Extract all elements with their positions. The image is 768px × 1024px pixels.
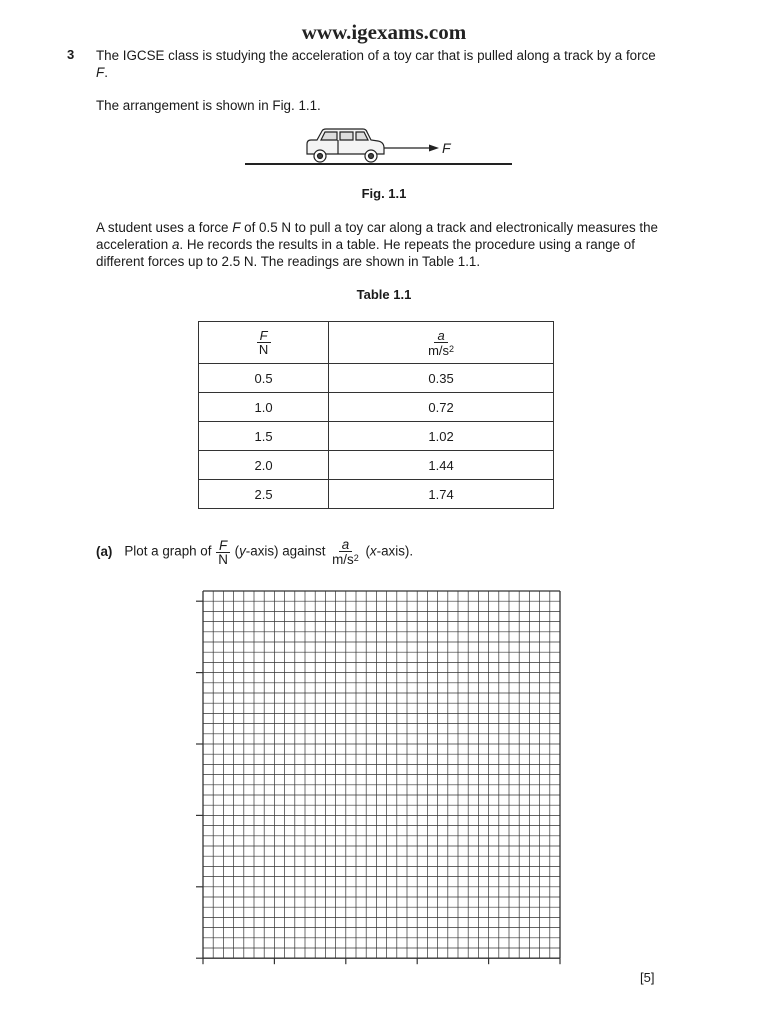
- toy-car-figure: [245, 126, 515, 168]
- table-row: [199, 451, 554, 480]
- force-cell: 2.0: [199, 451, 329, 480]
- force-cell: 1.0: [199, 393, 329, 422]
- table-row: [199, 364, 554, 393]
- site-header: www.igexams.com: [301, 20, 467, 44]
- procedure-text: A student uses a force F of 0.5 N to pull a toy car along a track and electronically measures the acceleration a. He records the results in a table. He repeats the procedure using a range of different forces up to 2.5 N. The readings are shown in Table 1.1.: [96, 220, 658, 269]
- question-number: 3: [67, 47, 75, 62]
- table-row: [199, 422, 554, 451]
- header-acceleration: $\frac{a}{m/s^2}$: [329, 322, 554, 364]
- results-table: [198, 321, 554, 509]
- acceleration-cell: 0.35: [329, 364, 554, 393]
- figure-caption: Fig. 1.1: [361, 186, 407, 201]
- force-cell: 1.5: [199, 422, 329, 451]
- acceleration-cell: 0.72: [329, 393, 554, 422]
- acceleration-cell: 1.44: [329, 451, 554, 480]
- question-intro: The IGCSE class is studying the acceleration of a toy car that is pulled along a track by a force F.: [96, 48, 656, 80]
- graph-paper[interactable]: [195, 588, 565, 968]
- force-label: F: [442, 140, 451, 156]
- arrow-head-icon: [429, 145, 439, 152]
- table-row: [199, 480, 554, 509]
- force-cell: 0.5: [199, 364, 329, 393]
- force-cell: 2.5: [199, 480, 329, 509]
- table-row: [199, 393, 554, 422]
- arrangement-text: The arrangement is shown in Fig. 1.1.: [96, 98, 321, 113]
- header-force: $\frac{F}{N}$: [199, 322, 329, 364]
- marks-label: [5]: [640, 970, 655, 985]
- table-header-row: [199, 322, 554, 364]
- acceleration-cell: 1.74: [329, 480, 554, 509]
- table-caption: Table 1.1: [356, 287, 412, 302]
- part-a-instruction: (a) Plot a graph of $\frac{F}{N}$ (y-axis) against $\frac{a}{m/s^2}$ (x-axis).: [96, 537, 414, 567]
- part-a-label: (a): [96, 543, 113, 559]
- acceleration-cell: 1.02: [329, 422, 554, 451]
- toy-car-icon: [307, 129, 384, 162]
